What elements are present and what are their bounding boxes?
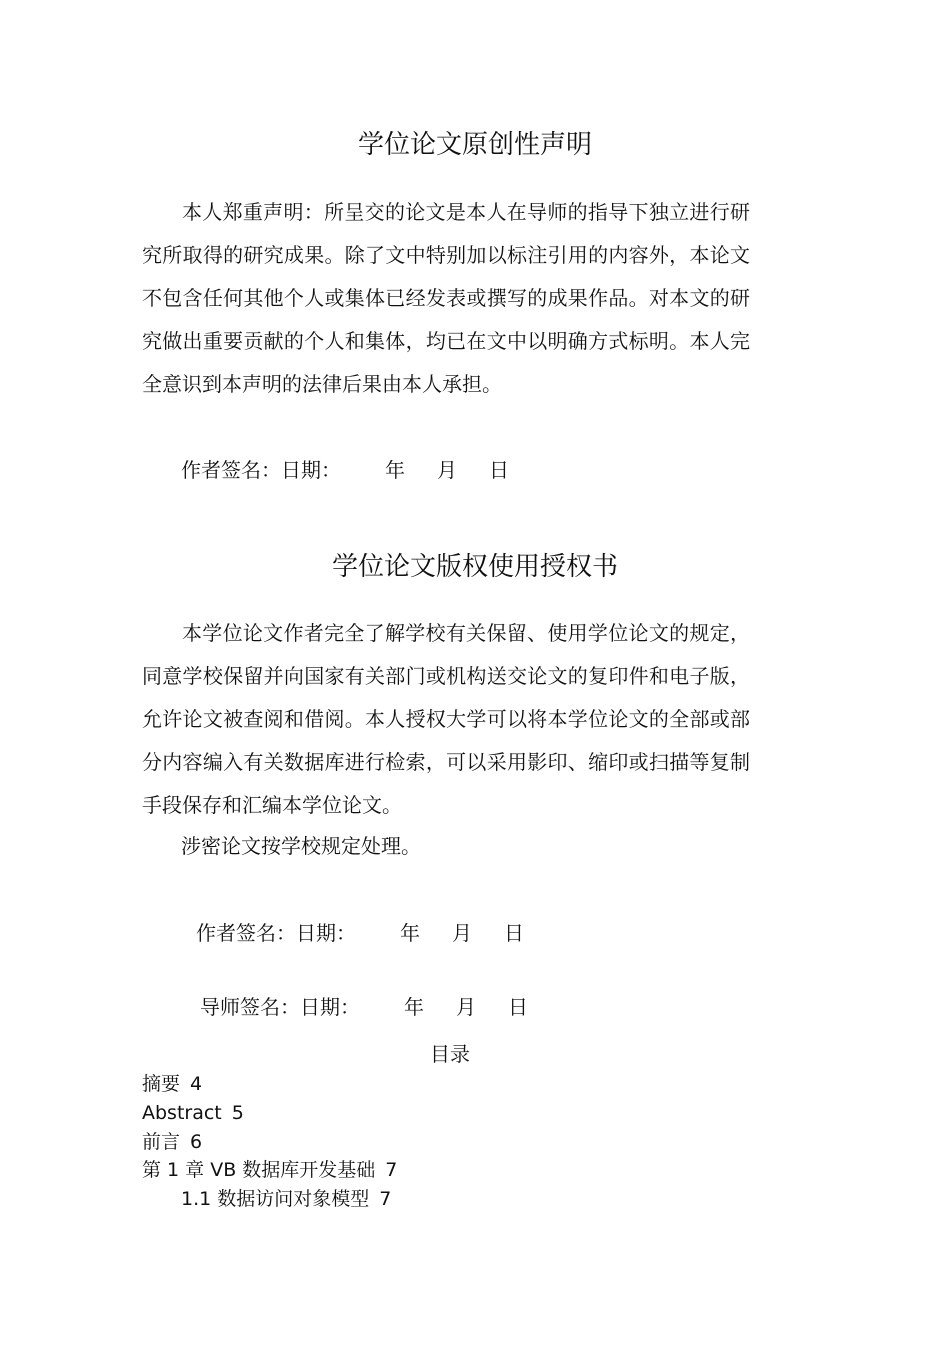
year-label: 年 <box>400 921 420 945</box>
authorization-title: 学位论文版权使用授权书 <box>331 552 618 582</box>
toc-item[interactable] <box>142 1129 202 1155</box>
toc-item-page: 6 <box>190 1131 203 1153</box>
toc-item-page: 5 <box>231 1102 244 1124</box>
toc-title: 目录 <box>430 1042 470 1066</box>
declaration-signature-line <box>181 456 509 484</box>
toc-item-label: 摘要 <box>142 1073 181 1095</box>
day-label: 日 <box>508 995 528 1019</box>
month-label: 月 <box>452 921 472 945</box>
toc-item[interactable] <box>142 1100 244 1126</box>
year-label: 年 <box>404 995 424 1019</box>
month-label: 月 <box>437 458 457 482</box>
advisor-signature-line <box>200 993 528 1021</box>
toc-item-page: 7 <box>379 1188 392 1210</box>
toc-item-label: 前言 <box>142 1131 181 1153</box>
toc-item-label: 第 1 章 VB 数据库开发基础 <box>142 1159 376 1181</box>
signature-label: 作者签名：日期： <box>181 458 341 482</box>
toc-item-page: 4 <box>190 1073 203 1095</box>
toc-item[interactable] <box>181 1186 391 1212</box>
declaration-title: 学位论文原创性声明 <box>357 130 592 160</box>
year-label: 年 <box>385 458 405 482</box>
author-signature-label: 作者签名：日期： <box>196 921 356 945</box>
toc-item-page: 7 <box>385 1159 398 1181</box>
day-label: 日 <box>504 921 524 945</box>
toc-item-label: 1.1 数据访问对象模型 <box>181 1188 370 1210</box>
day-label: 日 <box>489 458 509 482</box>
toc-item[interactable] <box>142 1071 202 1097</box>
toc-item[interactable] <box>142 1157 397 1183</box>
secret-note: 涉密论文按学校规定处理。 <box>181 834 421 858</box>
toc-item-label: Abstract <box>142 1102 222 1124</box>
authorization-body: 本学位论文作者完全了解学校有关保留、使用学位论文的规定，同意学校保留并向国家有关部门或机构送交论文的复印件和电子版，允许论文被查阅和借阅。本人授权大学可以将本学位论文的全部或部分内容编入有关数据库进行检索，可以采用影印、缩印或扫描等复制手段保存和汇编本学位论文。 <box>142 621 750 817</box>
declaration-body: 本人郑重声明：所呈交的论文是本人在导师的指导下独立进行研究所取得的研究成果。除了文中特别加以标注引用的内容外，本论文不包含任何其他个人或集体已经发表或撰写的成果作品。对本文的研究做出重要贡献的个人和集体，均已在文中以明确方式标明。本人完全意识到本声明的法律后果由本人承担。 <box>142 200 750 396</box>
author-signature-line <box>196 919 524 947</box>
month-label: 月 <box>456 995 476 1019</box>
advisor-signature-label: 导师签名：日期： <box>200 995 360 1019</box>
